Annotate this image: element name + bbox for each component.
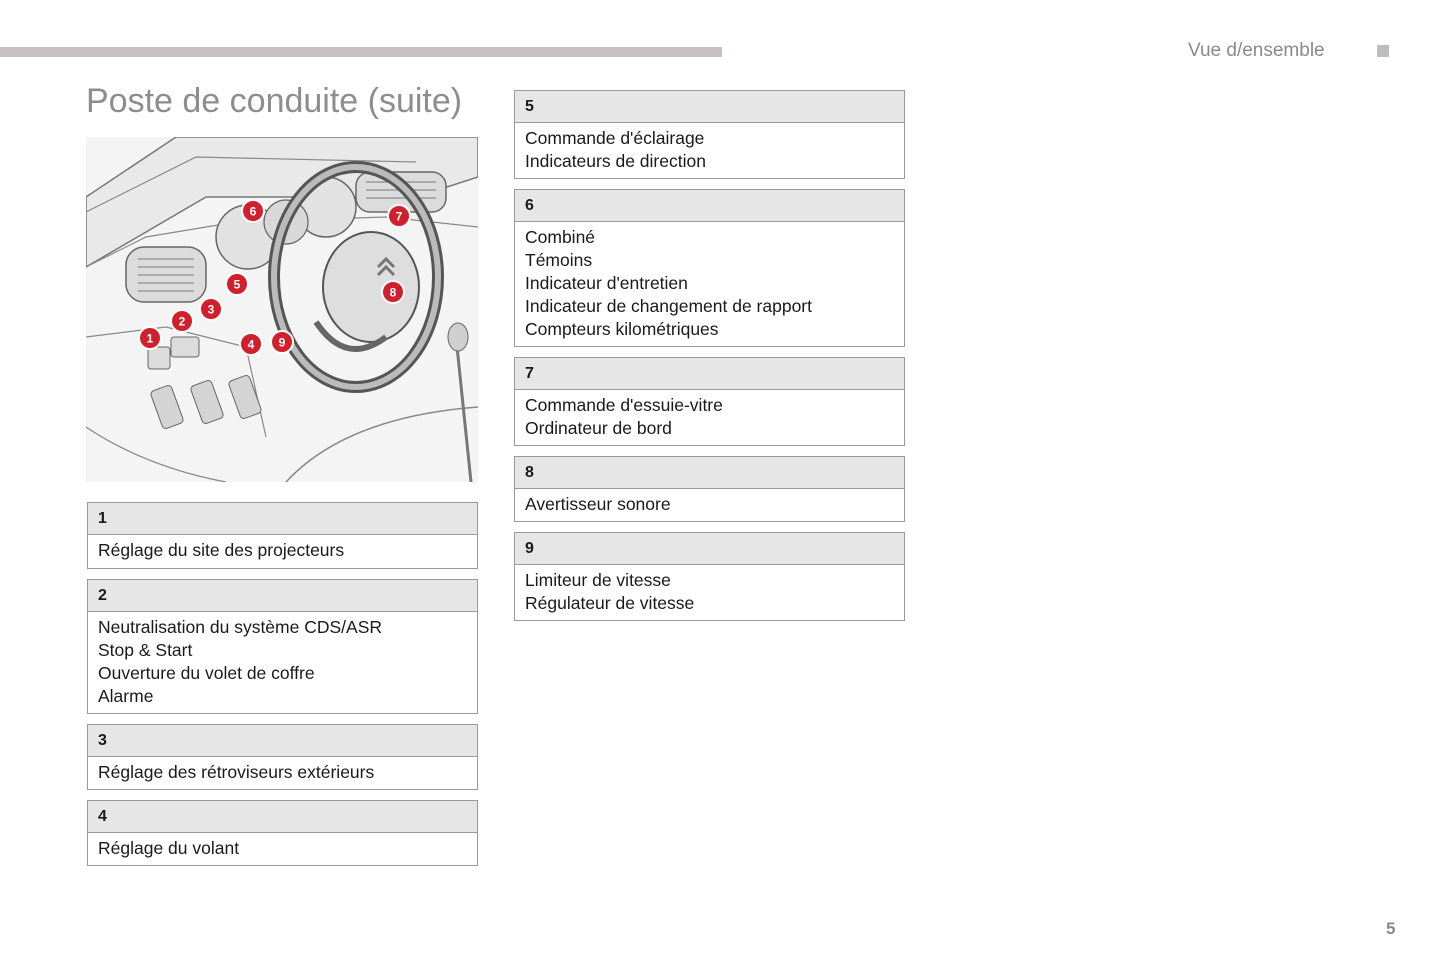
item-number: 2 <box>88 580 477 612</box>
item-number: 8 <box>515 457 904 489</box>
header-bar <box>0 47 722 57</box>
item-box-3 <box>87 724 478 790</box>
svg-text:6: 6 <box>249 204 257 219</box>
item-number: 9 <box>515 533 904 565</box>
marker-3 <box>200 298 222 320</box>
item-number: 4 <box>88 801 477 833</box>
svg-text:5: 5 <box>233 277 241 292</box>
item-line: Compteurs kilométriques <box>525 319 719 339</box>
item-line: Avertisseur sonore <box>525 494 671 514</box>
marker-1 <box>139 327 161 349</box>
item-box-2 <box>87 579 478 714</box>
item-number: 3 <box>88 725 477 757</box>
item-box-1 <box>87 502 478 569</box>
item-number: 1 <box>88 503 477 535</box>
item-line: Commande d'éclairage <box>525 128 705 148</box>
section-label: Vue d/ensemble <box>1188 40 1325 61</box>
svg-text:3: 3 <box>207 302 215 317</box>
item-line: Limiteur de vitesse <box>525 570 671 590</box>
item-box-9 <box>514 532 905 621</box>
item-line: Indicateurs de direction <box>525 151 706 171</box>
marker-5 <box>226 273 248 295</box>
page-number: 5 <box>1386 919 1396 938</box>
svg-text:8: 8 <box>389 285 397 300</box>
svg-text:1: 1 <box>146 331 154 346</box>
item-line: Stop & Start <box>98 640 193 660</box>
svg-text:9: 9 <box>278 335 286 350</box>
section-marker <box>1377 45 1389 57</box>
item-box-6 <box>514 189 905 347</box>
svg-text:7: 7 <box>395 209 403 224</box>
marker-6 <box>242 200 264 222</box>
marker-9 <box>271 331 293 353</box>
marker-4 <box>240 333 262 355</box>
item-box-8 <box>514 456 905 522</box>
item-line: Témoins <box>525 250 593 270</box>
item-box-5 <box>514 90 905 179</box>
svg-text:4: 4 <box>247 337 255 352</box>
item-line: Ouverture du volet de coffre <box>98 663 315 683</box>
item-line: Réglage du site des projecteurs <box>98 540 345 560</box>
item-line: Neutralisation du système CDS/ASR <box>98 617 382 637</box>
item-line: Commande d'essuie-vitre <box>525 395 723 415</box>
item-line: Ordinateur de bord <box>525 418 672 438</box>
item-number: 7 <box>515 358 904 390</box>
dashboard-illustration <box>86 137 478 482</box>
marker-8 <box>382 281 404 303</box>
item-line: Alarme <box>98 686 154 706</box>
item-line: Réglage des rétroviseurs extérieurs <box>98 762 375 782</box>
item-line: Réglage du volant <box>98 838 240 858</box>
item-line: Combiné <box>525 227 596 247</box>
page-title: Poste de conduite (suite) <box>86 82 463 120</box>
marker-7 <box>388 205 410 227</box>
item-line: Régulateur de vitesse <box>525 593 695 613</box>
item-line: Indicateur de changement de rapport <box>525 296 812 316</box>
marker-2 <box>171 310 193 332</box>
item-number: 6 <box>515 190 904 222</box>
item-line: Indicateur d'entretien <box>525 273 688 293</box>
item-box-7 <box>514 357 905 446</box>
item-number: 5 <box>515 91 904 123</box>
item-box-4 <box>87 800 478 866</box>
svg-text:2: 2 <box>178 314 186 329</box>
